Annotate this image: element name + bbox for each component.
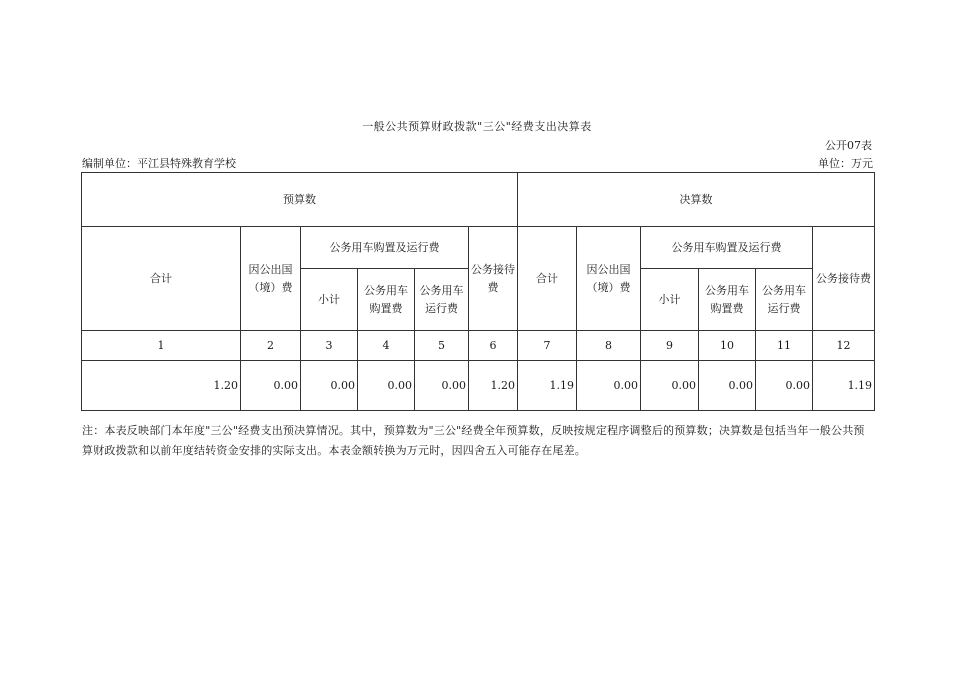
value-cell: 1.20	[82, 361, 241, 411]
column-number-row	[82, 331, 875, 361]
budget-abroad-header: 因公出国（境）费	[241, 227, 301, 331]
column-number: 4	[358, 331, 415, 361]
column-number: 11	[756, 331, 813, 361]
table-title: 一般公共预算财政拨款"三公"经费支出决算表	[362, 120, 592, 133]
value-cell: 0.00	[241, 361, 301, 411]
value-cell: 0.00	[301, 361, 358, 411]
final-abroad-header: 因公出国（境）费	[577, 227, 641, 331]
value-row	[82, 361, 875, 411]
final-reception-header: 公务接待费	[813, 227, 875, 331]
column-number: 12	[813, 331, 875, 361]
final-subtotal-header: 小计	[641, 269, 699, 331]
column-number: 1	[82, 331, 241, 361]
group-header-row	[82, 173, 875, 227]
budget-vehicle-operation-header: 公务用车运行费	[415, 269, 469, 331]
column-number: 2	[241, 331, 301, 361]
currency-unit: 单位：万元	[818, 157, 873, 170]
column-number: 3	[301, 331, 358, 361]
value-cell: 0.00	[699, 361, 756, 411]
final-total-header: 合计	[518, 227, 577, 331]
column-number: 10	[699, 331, 756, 361]
value-cell: 0.00	[358, 361, 415, 411]
budget-group-header: 预算数	[82, 173, 518, 227]
value-cell: 1.19	[813, 361, 875, 411]
value-cell: 0.00	[415, 361, 469, 411]
value-cell: 0.00	[641, 361, 699, 411]
column-number: 7	[518, 331, 577, 361]
value-cell: 1.19	[518, 361, 577, 411]
column-number: 6	[469, 331, 518, 361]
column-header-row-1	[82, 227, 875, 269]
budget-vehicle-group-header: 公务用车购置及运行费	[301, 227, 469, 269]
form-number: 公开07表	[825, 139, 872, 152]
value-cell: 0.00	[756, 361, 813, 411]
column-number: 5	[415, 331, 469, 361]
final-vehicle-operation-header: 公务用车运行费	[756, 269, 813, 331]
budget-subtotal-header: 小计	[301, 269, 358, 331]
budget-vehicle-purchase-header: 公务用车购置费	[358, 269, 415, 331]
final-group-header: 决算数	[518, 173, 875, 227]
budget-total-header: 合计	[82, 227, 241, 331]
column-number: 9	[641, 331, 699, 361]
final-vehicle-purchase-header: 公务用车购置费	[699, 269, 756, 331]
final-vehicle-group-header: 公务用车购置及运行费	[641, 227, 813, 269]
table-note: 注：本表反映部门本年度"三公"经费支出预决算情况。其中，预算数为"三公"经费全年预算数，反映按规定程序调整后的预算数；决算数是包括当年一般公共预算财政拨款和以前年度结转资金安排的实际支出。本表金额转换为万元时，因四舍五入可能存在尾差。	[82, 424, 865, 457]
value-cell: 0.00	[577, 361, 641, 411]
budget-reception-header: 公务接待费	[469, 227, 518, 331]
value-cell: 1.20	[469, 361, 518, 411]
expense-table	[81, 172, 875, 411]
column-number: 8	[577, 331, 641, 361]
compiling-unit: 编制单位：平江县特殊教育学校	[82, 157, 236, 170]
